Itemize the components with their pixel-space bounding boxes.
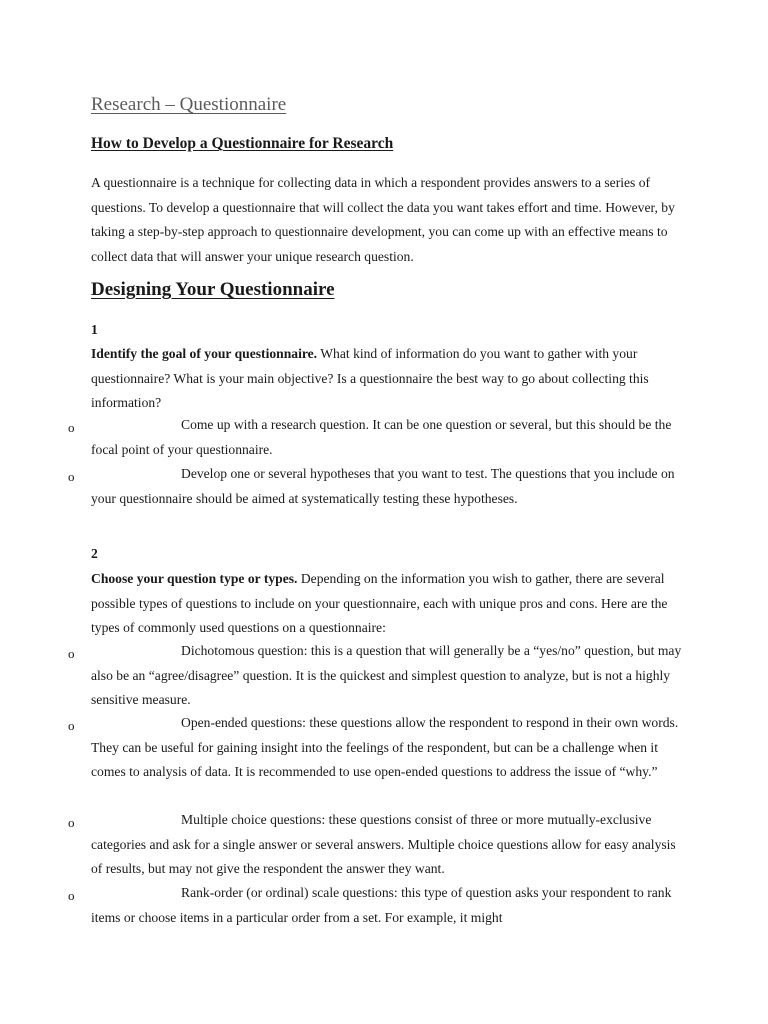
intro-paragraph: A questionnaire is a technique for collecting data in which a respondent provides answers to a series of questions. To develop a questionnaire that will collect the data you want takes effort and time. However, by taking a step-by-step approach to questionnaire development, you can come up with an effective means to collect data that will answer your unique research question. (91, 175, 675, 264)
bullet-marker: o (68, 718, 75, 733)
step-lead: Identify the goal of your questionnaire. (91, 346, 318, 361)
step-paragraph (91, 342, 683, 416)
step-body: Depending on the information you wish to gather, there are several possible types of questions to include on your questionnaire, each with unique pros and cons. Here are the types of commonly used questions on a questionnaire: (91, 571, 668, 635)
step-number: 2 (91, 546, 98, 561)
step-body: What kind of information do you want to gather with your questionnaire? What is your main objective? Is a questionnaire the best way to go about collecting this information? (91, 346, 649, 410)
bullet-item: Multiple choice questions: these questions consist of three or more mutually-exclusive categories and ask for a single answer or several answers. Multiple choice questions allow for easy analysis of results, but may not give the respondent the answer they want. (91, 812, 676, 876)
document-title: Research – Questionnaire (91, 94, 287, 115)
bullet-marker: o (68, 646, 75, 661)
step-number: 1 (91, 322, 98, 337)
step-paragraph (91, 567, 683, 641)
bullet-item: Dichotomous question: this is a question that will generally be a “yes/no” question, but may also be an “agree/disagree” question. It is the quickest and simplest question to analyze, but is not a highly sensitive measure. (91, 643, 682, 707)
bullet-item: Rank-order (or ordinal) scale questions: this type of question asks your respondent to rank items or choose items in a particular order from a set. For example, it might (91, 885, 672, 925)
bullet-marker: o (68, 888, 75, 903)
bullet-item: Come up with a research question. It can be one question or several, but this should be the focal point of your questionnaire. (91, 417, 672, 457)
bullet-marker: o (68, 815, 75, 830)
document-subtitle: How to Develop a Questionnaire for Research (91, 135, 394, 152)
bullet-marker: o (68, 420, 75, 435)
bullet-item: Open-ended questions: these questions allow the respondent to respond in their own words. They can be useful for gaining insight into the feelings of the respondent, but can be a challenge when it comes to analysis of data. It is recommended to use open-ended questions to address the issue of “why.” (91, 715, 679, 779)
bullet-item: Develop one or several hypotheses that you want to test. The questions that you include on your questionnaire should be aimed at systematically testing these hypotheses. (91, 466, 675, 506)
bullet-marker: o (68, 469, 75, 484)
section-heading: Designing Your Questionnaire (91, 279, 335, 300)
step-lead: Choose your question type or types. (91, 571, 298, 586)
